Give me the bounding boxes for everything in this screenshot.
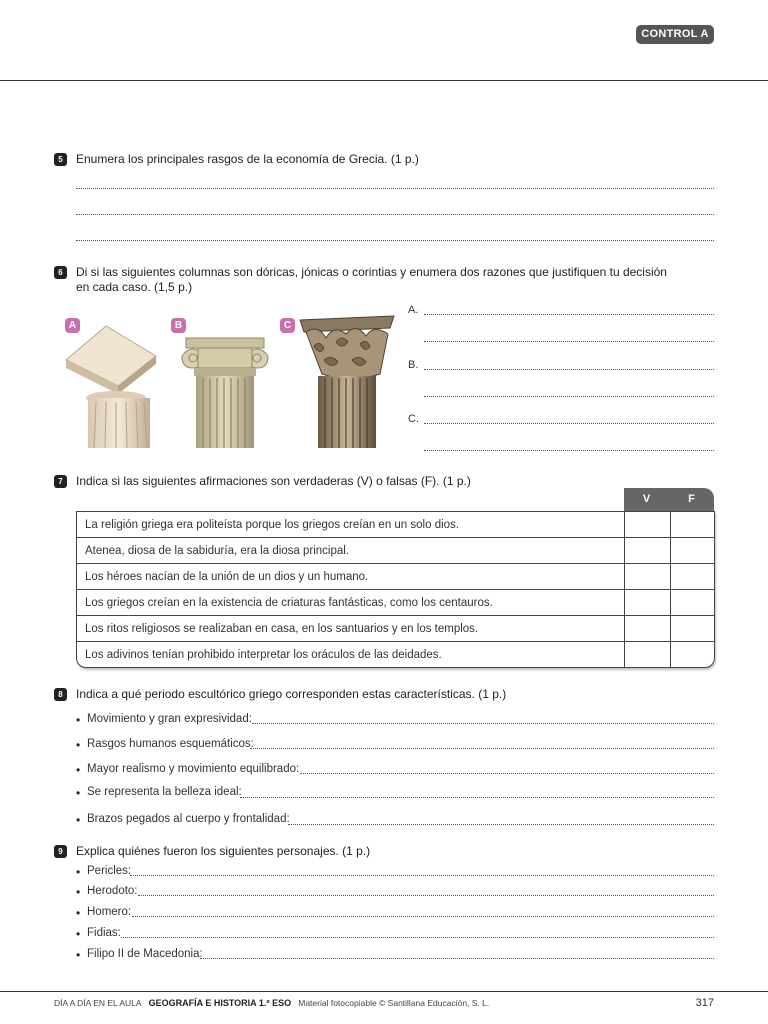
answer-line[interactable] [76,240,714,241]
person-label: Fidias: [87,927,121,939]
question-number-5: 5 [54,153,67,166]
answer-line[interactable] [424,396,714,397]
characteristic-label: Brazos pegados al cuerpo y frontalidad: [87,813,290,825]
question-6-text-line1: Di si las siguientes columnas son dóricas, jónicas o corintias y enumera dos razones que justifiquen tu decisión [76,265,667,279]
true-checkbox[interactable] [624,564,670,590]
false-checkbox[interactable] [670,564,714,590]
corinthian-column-image [296,306,398,448]
characteristic-label: Se representa la belleza ideal: [87,786,242,798]
answer-label-b: B. [408,359,419,371]
control-badge: CONTROL A [636,25,714,44]
answer-line[interactable] [424,341,714,342]
false-column-header: F [688,493,695,505]
true-checkbox[interactable] [624,590,670,616]
bullet-icon: • [76,948,81,962]
question-number-9: 9 [54,845,67,858]
question-5-text: Enumera los principales rasgos de la economía de Grecia. (1 p.) [76,152,419,166]
question-8-text: Indica a qué periodo escultórico griego corresponden estas características. (1 p.) [76,687,507,701]
bullet-icon: • [76,906,81,920]
table-row [77,538,714,564]
false-checkbox[interactable] [670,512,714,538]
true-false-table [76,511,715,668]
footer-prefix: DÍA A DÍA EN EL AULA [54,998,142,1008]
characteristic-label: Rasgos humanos esquemáticos: [87,738,254,750]
table-row [77,616,714,642]
bullet-icon: • [76,885,81,899]
photo-label-b: B [171,318,186,333]
table-row [77,590,714,616]
photo-label-a: A [65,318,80,333]
question-9-text: Explica quiénes fueron los siguientes personajes. (1 p.) [76,844,371,858]
answer-line[interactable] [424,314,714,315]
statement-text: La religión griega era politeísta porque los griegos creían en un solo dios. [85,519,459,531]
false-checkbox[interactable] [670,538,714,564]
bullet-icon: • [76,865,81,879]
answer-line[interactable] [121,937,714,938]
answer-label-a: A. [408,304,419,316]
statement-text: Los adivinos tenían prohibido interpretar los oráculos de las deidades. [85,649,442,661]
bullet-icon: • [76,786,81,800]
answer-line[interactable] [424,423,714,424]
answer-line[interactable] [300,773,714,774]
answer-line[interactable] [76,214,714,215]
true-checkbox[interactable] [624,512,670,538]
page-number: 317 [695,997,714,1009]
question-number-8: 8 [54,688,67,701]
answer-line[interactable] [424,369,714,370]
true-column-header: V [642,493,651,505]
answer-line[interactable] [138,895,714,896]
footer-text [54,998,489,1008]
ionic-column-image [178,336,272,448]
doric-column-image [58,318,158,448]
answer-line[interactable] [132,916,714,917]
answer-line[interactable] [76,188,714,189]
characteristic-label: Movimiento y gran expresividad: [87,713,252,725]
person-label: Herodoto: [87,885,138,897]
answer-line[interactable] [200,958,714,959]
statement-text: Los ritos religiosos se realizaban en casa, en los santuarios y en los templos. [85,623,479,635]
question-6-text-line2: en cada caso. (1,5 p.) [76,280,193,294]
table-row [77,564,714,590]
true-checkbox[interactable] [624,616,670,642]
footer-rule [0,991,768,992]
characteristic-label: Mayor realismo y movimiento equilibrado: [87,763,300,775]
answer-line[interactable] [130,875,714,876]
true-false-header [624,488,714,511]
bullet-icon: • [76,927,81,941]
table-row [77,642,714,668]
photo-label-c: C [280,318,295,333]
bullet-icon: • [76,713,81,727]
true-checkbox[interactable] [624,538,670,564]
answer-line[interactable] [250,748,714,749]
statement-text: Los héroes nacían de la unión de un dios y un humano. [85,571,369,583]
bullet-icon: • [76,763,81,777]
answer-line[interactable] [252,723,714,724]
false-checkbox[interactable] [670,642,714,668]
bullet-icon: • [76,813,81,827]
false-checkbox[interactable] [670,616,714,642]
statement-text: Los griegos creían en la existencia de criaturas fantásticas, como los centauros. [85,597,493,609]
statement-text: Atenea, diosa de la sabiduría, era la diosa principal. [85,545,350,557]
answer-line[interactable] [240,797,714,798]
table-row [77,512,714,538]
header-rule [0,80,768,81]
answer-label-c: C. [408,413,419,425]
footer-copyright: Material fotocopiable © Santillana Educación, S. L. [298,998,490,1008]
answer-line[interactable] [424,450,714,451]
person-label: Filipo II de Macedonia: [87,948,203,960]
bullet-icon: • [76,738,81,752]
true-checkbox[interactable] [624,642,670,668]
question-7-text: Indica si las siguientes afirmaciones son verdaderas (V) o falsas (F). (1 p.) [76,474,471,488]
person-label: Homero: [87,906,132,918]
question-number-6: 6 [54,266,67,279]
footer-subject: GEOGRAFÍA E HISTORIA 1.º ESO [148,998,292,1008]
answer-line[interactable] [288,824,714,825]
person-label: Pericles: [87,865,132,877]
false-checkbox[interactable] [670,590,714,616]
question-number-7: 7 [54,475,67,488]
